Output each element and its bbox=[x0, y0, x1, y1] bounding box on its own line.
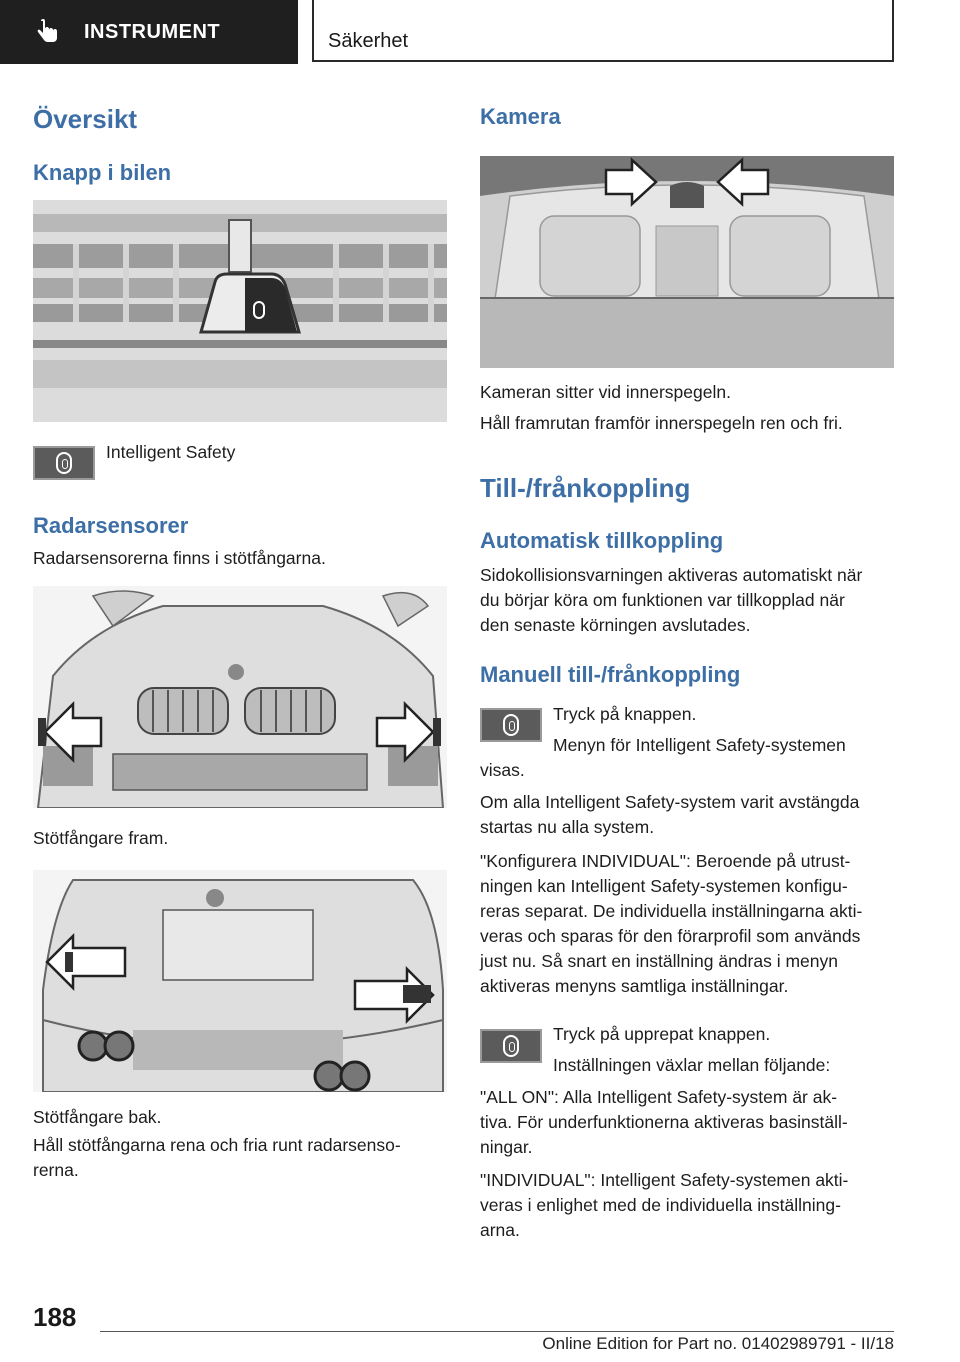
individual-line-1: "INDIVIDUAL": Intelligent Safety-systemen akti‐ bbox=[480, 1170, 849, 1190]
heading-manuell: Manuell till-/frånkoppling bbox=[480, 662, 741, 687]
press-button-text: Tryck på knappen. bbox=[553, 704, 697, 724]
page-number: 188 bbox=[33, 1302, 77, 1332]
rear-text-line-1: Håll stötfångarna rena och fria runt radarsenso‐ bbox=[33, 1135, 401, 1155]
all-on-line-3: ningar. bbox=[480, 1137, 533, 1157]
heading-till-frankoppling: Till-/frånkoppling bbox=[480, 473, 691, 503]
camera-illustration bbox=[480, 156, 894, 368]
camera-text-line-2: Håll framrutan framför innerspegeln ren och fri. bbox=[480, 413, 843, 433]
menu-shown-line-2: visas. bbox=[480, 760, 525, 780]
chapter-tab[interactable] bbox=[0, 0, 298, 64]
menu-shown-line-1: Menyn för Intelligent Safety-systemen bbox=[553, 735, 846, 755]
dashboard-button-illustration bbox=[33, 200, 447, 422]
all-on-line-2: tiva. För underfunktionerna aktiveras basinställ‐ bbox=[480, 1112, 848, 1132]
press-repeat-text: Tryck på upprepat knappen. bbox=[553, 1024, 771, 1044]
config-line-1: "Konfigurera INDIVIDUAL": Beroende på utrust‐ bbox=[480, 851, 851, 871]
footer-divider bbox=[100, 1331, 894, 1332]
heading-oversikt: Översikt bbox=[33, 104, 138, 134]
all-off-line-1: Om alla Intelligent Safety-system varit avstängda bbox=[480, 792, 860, 812]
config-line-6: aktiveras menyns samtliga inställningar. bbox=[480, 976, 789, 996]
individual-line-2: veras i enlighet med de individuella inställning‐ bbox=[480, 1195, 841, 1215]
rear-bumper-illustration bbox=[33, 870, 447, 1092]
heading-knapp-i-bilen: Knapp i bilen bbox=[33, 160, 172, 185]
intelligent-safety-button-icon bbox=[480, 708, 542, 742]
radar-text: Radarsensorerna finns i stötfångarna. bbox=[33, 548, 326, 568]
front-caption: Stötfångare fram. bbox=[33, 828, 169, 848]
config-line-4: veras och sparas för den förarprofil som används bbox=[480, 926, 861, 946]
individual-line-3: arna. bbox=[480, 1220, 520, 1240]
camera-text-line-1: Kameran sitter vid innerspegeln. bbox=[480, 382, 731, 402]
config-line-5: just nu. Så snart en inställning ändras i menyn bbox=[480, 951, 838, 971]
front-bumper-illustration bbox=[33, 586, 447, 808]
toggles-between-text: Inställningen växlar mellan följande: bbox=[553, 1055, 831, 1075]
config-line-3: reras separat. De individuella inställningarna akti‐ bbox=[480, 901, 863, 921]
auto-text-line-3: den senaste körningen avslutades. bbox=[480, 615, 751, 635]
auto-text-line-1: Sidokollisionsvarningen aktiveras automatiskt när bbox=[480, 565, 863, 585]
auto-text-line-2: du börjar köra om funktionen var tillkopplad när bbox=[480, 590, 845, 610]
rear-text-line-2: rerna. bbox=[33, 1160, 79, 1180]
section-title: Säkerhet bbox=[328, 30, 409, 52]
button-caption: Intelligent Safety bbox=[106, 442, 236, 462]
all-off-line-2: startas nu alla system. bbox=[480, 817, 655, 837]
heading-kamera: Kamera bbox=[480, 104, 561, 129]
footer-edition: Online Edition for Part no. 01402989791 - II/18 bbox=[542, 1334, 894, 1353]
pointing-hand-icon bbox=[34, 18, 62, 46]
config-line-2: ningen kan Intelligent Safety-systemen konfigu‐ bbox=[480, 876, 848, 896]
section-header bbox=[312, 0, 894, 62]
heading-automatisk-tillkoppling: Automatisk tillkoppling bbox=[480, 528, 724, 553]
intelligent-safety-button-icon bbox=[480, 1029, 542, 1063]
intelligent-safety-button-icon bbox=[33, 446, 95, 480]
heading-radarsensorer: Radarsensorer bbox=[33, 513, 189, 538]
chapter-tab-label: INSTRUMENT bbox=[84, 20, 221, 43]
all-on-line-1: "ALL ON": Alla Intelligent Safety-system är ak‐ bbox=[480, 1087, 838, 1107]
rear-caption: Stötfångare bak. bbox=[33, 1107, 162, 1127]
